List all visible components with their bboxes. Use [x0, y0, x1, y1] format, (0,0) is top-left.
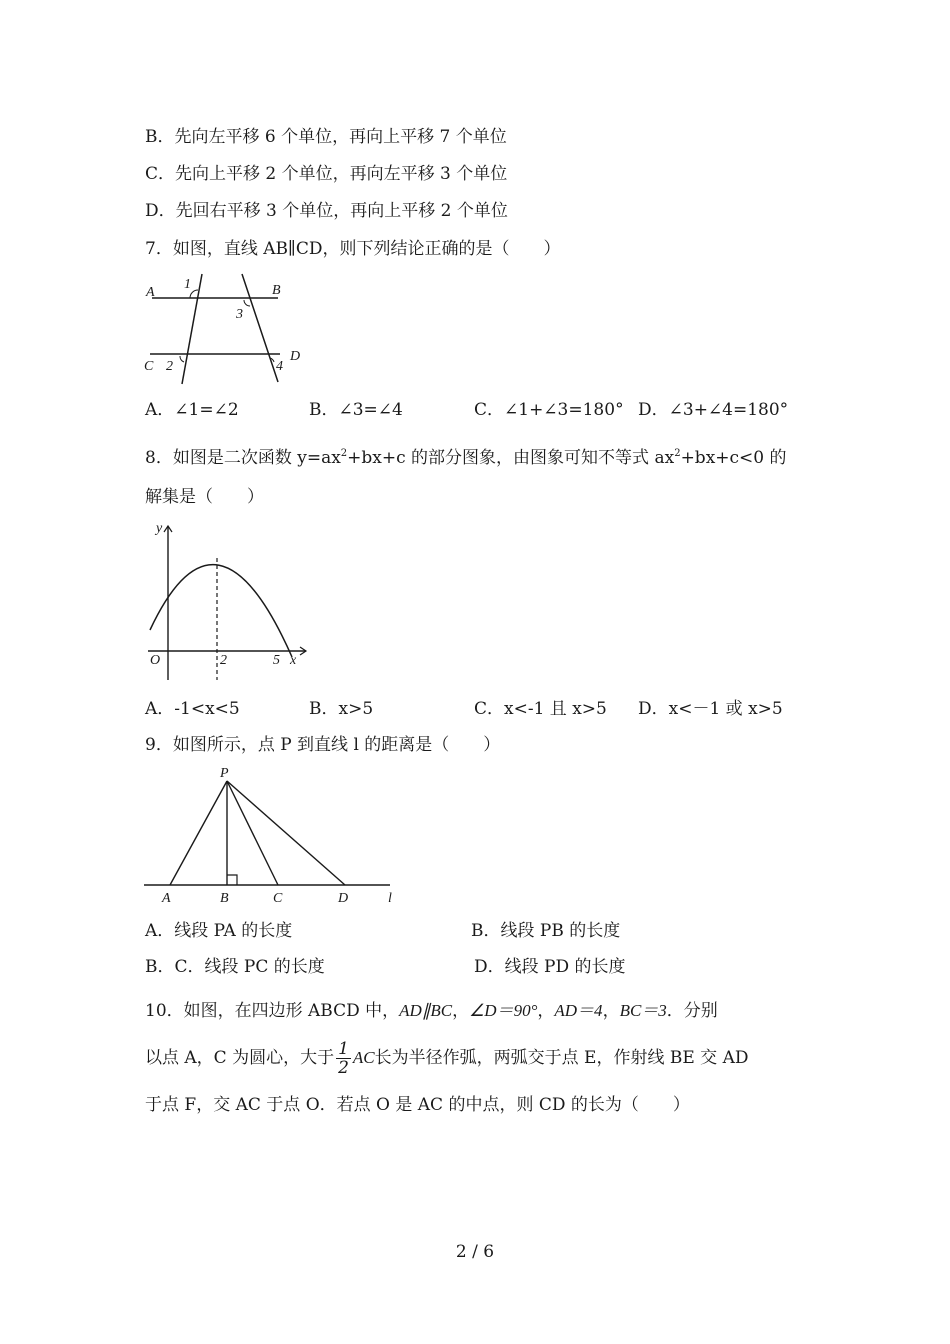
q7-label-d: D	[290, 349, 301, 364]
q7-stem: 7．如图，直线 AB∥CD，则下列结论正确的是（ ）	[145, 239, 561, 259]
q9-option-c: B．C．线段 PC 的长度	[145, 957, 325, 977]
q9-label-p: P	[220, 766, 229, 781]
q7-label-b: B	[272, 283, 281, 298]
q6-option-d: D．先回右平移 3 个单位，再向上平移 2 个单位	[145, 201, 508, 221]
q8-option-c: C．x<-1 且 x>5	[474, 699, 607, 719]
q9-option-b: B．线段 PB 的长度	[471, 921, 621, 941]
q8-label-x: x	[290, 653, 297, 668]
q7-label-c: C	[144, 359, 154, 374]
q7-figure	[140, 270, 308, 388]
q9-label-l: l	[388, 891, 392, 906]
q6-option-c: C．先向上平移 2 个单位，再向左平移 3 个单位	[145, 164, 508, 184]
q9-label-c: C	[273, 891, 283, 906]
q7-option-d: D．∠3+∠4=180°	[638, 400, 789, 420]
q7-label-4: 4	[276, 359, 283, 374]
q8-label-2: 2	[220, 653, 227, 668]
q8-figure	[140, 518, 310, 688]
q7-option-c: C．∠1+∠3=180°	[474, 400, 624, 420]
q9-label-b: B	[220, 891, 229, 906]
q9-option-a: A．线段 PA 的长度	[145, 921, 293, 941]
q8-stem: 8．如图是二次函数 $y=ax^2+bx+c$ 的部分图象，由图象可知不等式 $ax^2+bx+c<0$ 的	[145, 448, 787, 468]
q7-label-1: 1	[184, 277, 191, 292]
q10-stem-line1: 10．如图，在四边形 ABCD 中，AD∥BC，∠D＝90°，AD＝4，BC＝3．分别	[145, 1001, 718, 1021]
q7-option-a: A．∠1=∠2	[145, 400, 239, 420]
q8-stem-line2: 解集是（ ）	[145, 487, 264, 507]
q8-label-origin: O	[150, 653, 161, 668]
q8-option-d: D．x<－1 或 x>5	[638, 699, 783, 719]
q8-option-b: B．x>5	[309, 699, 374, 719]
q7-label-a: A	[146, 285, 155, 300]
page-number: 2 / 6	[455, 1242, 495, 1262]
q8-option-a: A．-1<x<5	[145, 699, 240, 719]
q9-label-d: D	[338, 891, 349, 906]
q6-option-b: B．先向左平移 6 个单位，再向上平移 7 个单位	[145, 127, 507, 147]
q9-label-a: A	[162, 891, 171, 906]
q10-stem-line3: 于点 F，交 AC 于点 O．若点 O 是 AC 的中点，则 CD 的长为（ ）	[145, 1095, 690, 1115]
q7-option-b: B．∠3=∠4	[309, 400, 403, 420]
q9-figure	[140, 763, 402, 909]
q8-label-5: 5	[273, 653, 280, 668]
q7-label-3: 3	[236, 307, 243, 322]
fraction-one-half: $\frac{1}{2}$	[338, 1039, 349, 1078]
q8-label-y: y	[156, 521, 163, 536]
q9-stem: 9．如图所示，点 P 到直线 l 的距离是（ ）	[145, 735, 501, 755]
q10-stem-line2: 以点 A，C 为圆心，大于 $\frac{1}{2}$ AC长为半径作弧，两弧交于点 E，作射线 BE 交 AD	[145, 1039, 749, 1078]
q9-option-d: D．线段 PD 的长度	[474, 957, 626, 977]
q7-label-2: 2	[166, 359, 173, 374]
